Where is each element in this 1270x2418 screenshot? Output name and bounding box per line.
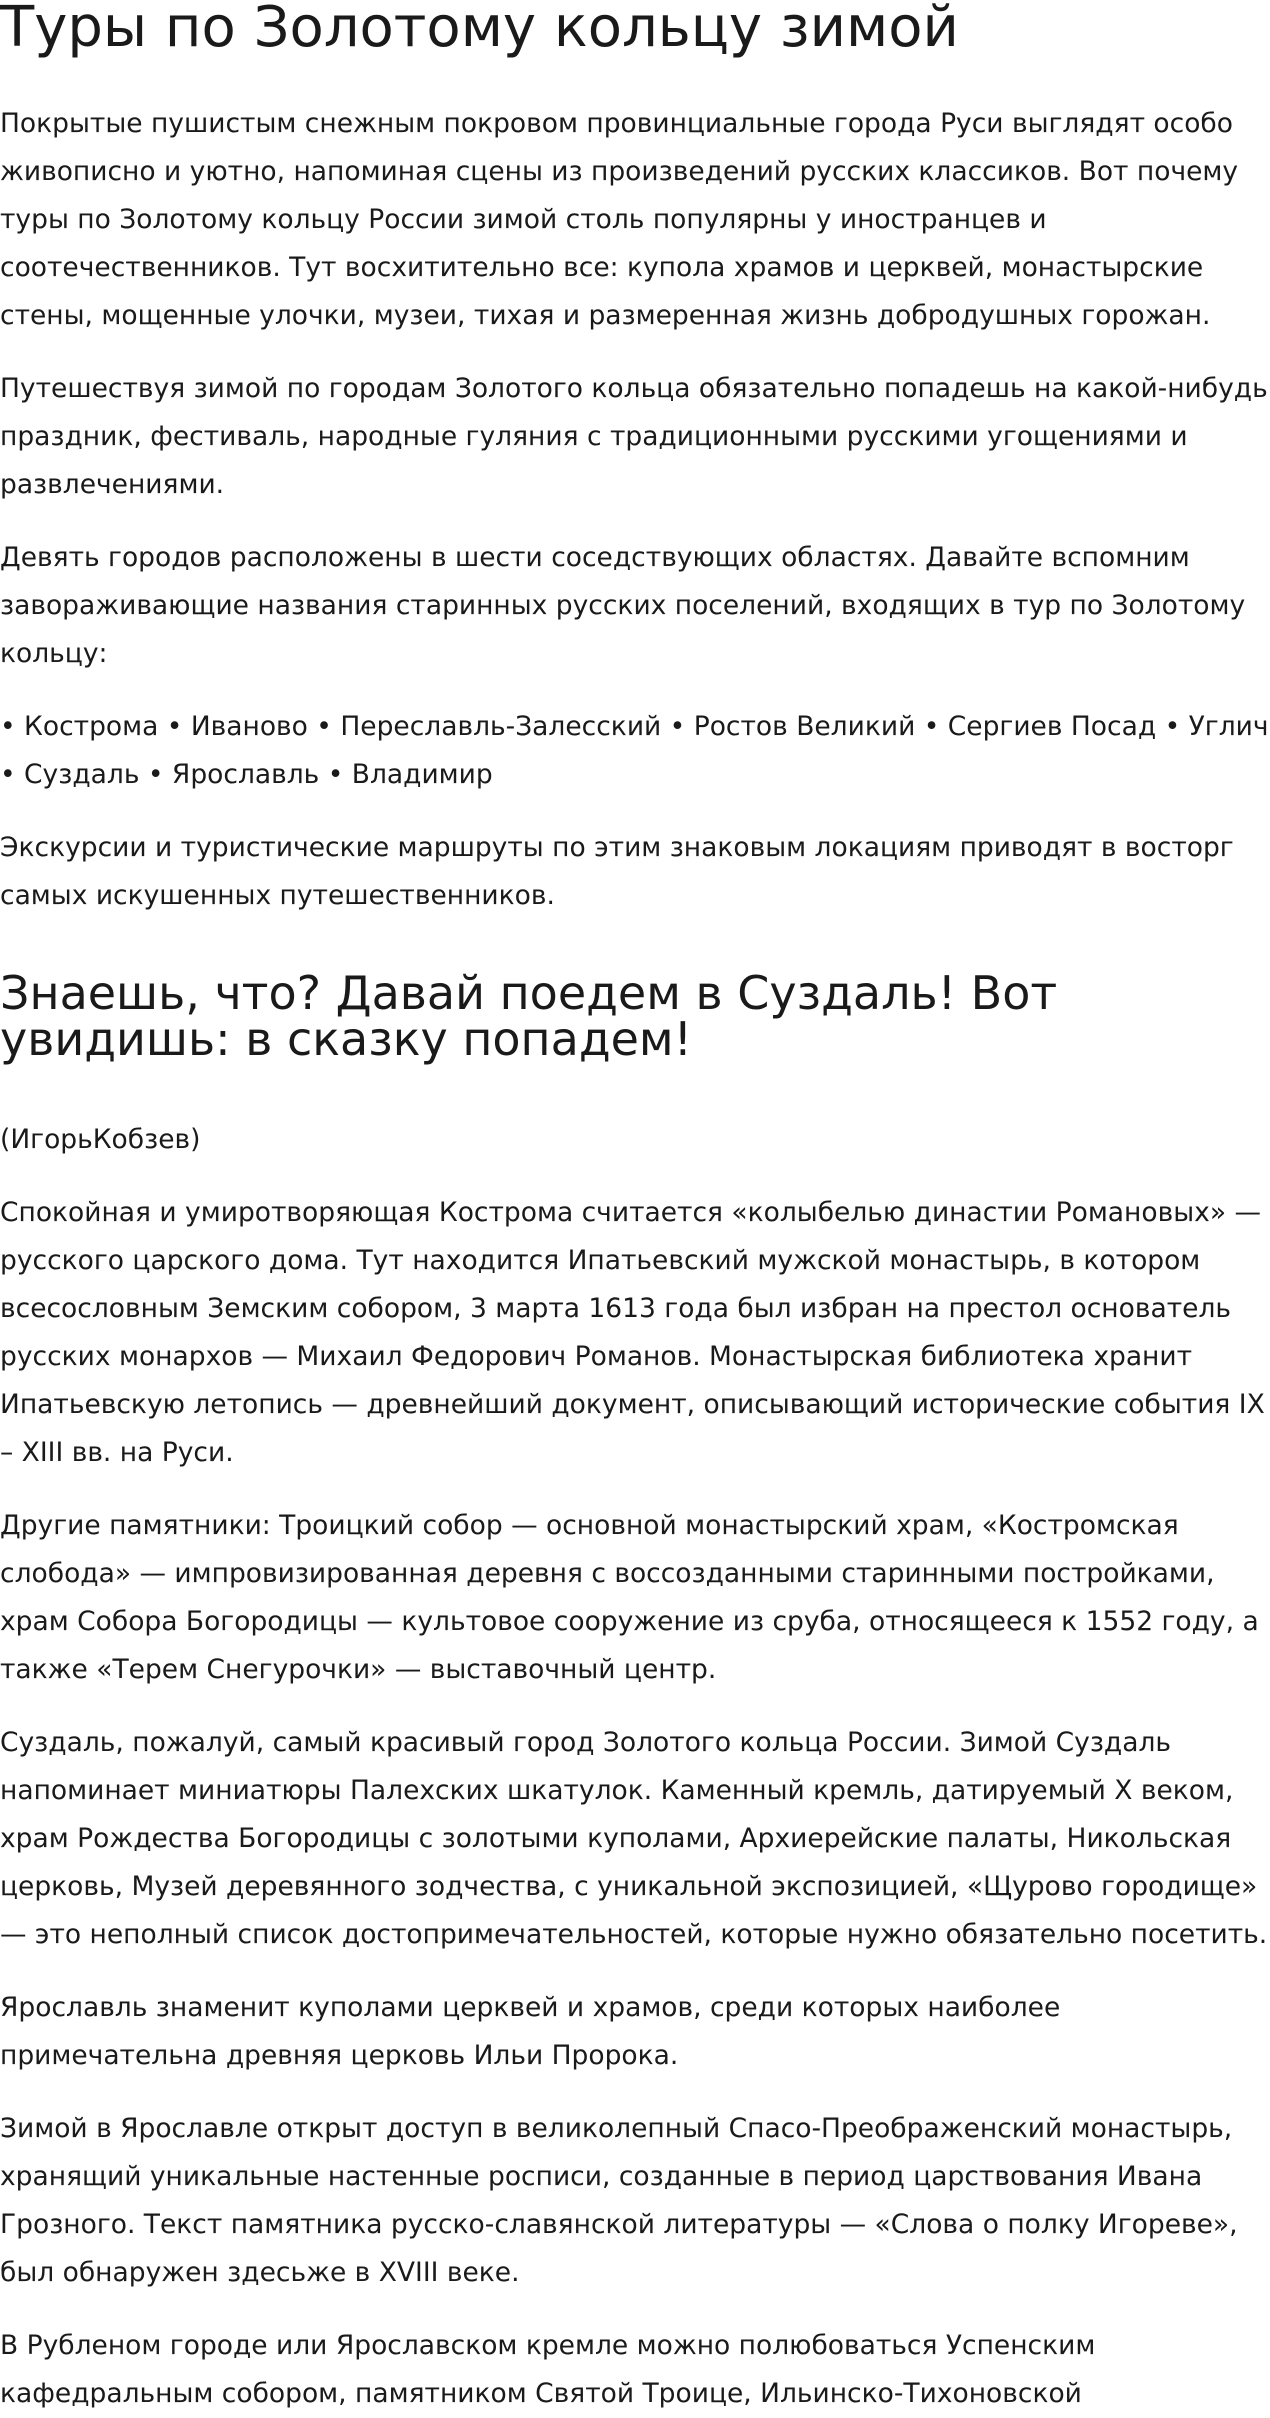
quote-heading: Знаешь, что? Давай поедем в Суздаль! Вот увидишь: в сказку попадем!	[0, 966, 1058, 1066]
cities-list: • Кострома • Иваново • Переславль-Залесский • Ростов Великий • Сергиев Посад • Углич • Суздаль • Ярославль • Владимир	[0, 711, 1269, 790]
paragraph-excursions: Экскурсии и туристические маршруты по этим знаковым локациям приводят в восторг самых искушенных путешественников.	[0, 832, 1234, 911]
page-title: Туры по Золотому кольцу зимой	[0, 0, 959, 60]
paragraph-yaroslavl: Ярославль знаменит куполами церквей и храмов, среди которых наиболее примечательна древняя церковь Ильи Пророка.	[0, 1992, 1061, 2071]
paragraph-yaroslavl-monastery: Зимой в Ярославле открыт доступ в великолепный Спасо-Преображенский монастырь, хранящий уникальные настенные росписи, созданные в период царствования Ивана Грозного. Текст памятника русско-славянской литературы — «Слова о полку Игореве», был обнаружен здесьже в XVIII веке.	[0, 2113, 1238, 2288]
paragraph-holidays: Путешествуя зимой по городам Золотого кольца обязательно попадешь на какой-нибудь праздник, фестиваль, народные гуляния с традиционными русскими угощениями и развлечениями.	[0, 373, 1268, 500]
paragraph-kostroma-monuments: Другие памятники: Троицкий собор — основной монастырский храм, «Костромская слобода» — импровизированная деревня с воссозданными старинными постройками, храм Собора Богородицы — культовое сооружение из сруба, относящееся к 1552 году, а также «Терем Снегурочки» — выставочный центр.	[0, 1510, 1259, 1685]
paragraph-intro: Покрытые пушистым снежным покровом провинциальные города Руси выглядят особо живописно и уютно, напоминая сцены из произведений русских классиков. Вот почему туры по Золотому кольцу России зимой столь популярны у иностранцев и соотечественников. Тут восхитительно все: купола храмов и церквей, монастырские стены, мощенные улочки, музеи, тихая и размеренная жизнь добродушных горожан.	[0, 108, 1239, 331]
paragraph-yaroslavl-kremlin: В Рубленом городе или Ярославском кремле можно полюбоваться Успенским кафедральным собором, памятником Святой Троице, Ильинско-Тихоновской	[0, 2330, 1096, 2409]
paragraph-cities-intro: Девять городов расположены в шести соседствующих областях. Давайте вспомним завораживающие названия старинных русских поселений, входящих в тур по Золотому кольцу:	[0, 542, 1246, 669]
paragraph-kostroma: Спокойная и умиротворяющая Кострома считается «колыбелью династии Романовых» — русского царского дома. Тут находится Ипатьевский мужской монастырь, в котором всесословным Земским собором, 3 марта 1613 года был избран на престол основатель русских монархов — Михаил Федорович Романов. Монастырская библиотека хранит Ипатьевскую летопись — древнейший документ, описывающий исторические события IX – XIII вв. на Руси.	[0, 1197, 1265, 1468]
paragraph-suzdal: Суздаль, пожалуй, самый красивый город Золотого кольца России. Зимой Суздаль напоминает миниатюры Палехских шкатулок. Каменный кремль, датируемый X веком, храм Рождества Богородицы с золотыми куполами, Архиерейские палаты, Никольская церковь, Музей деревянного зодчества, с уникальной экспозицией, «Щурово городище» — это неполный список достопримечательностей, которые нужно обязательно посетить.	[0, 1727, 1268, 1950]
quote-author: (ИгорьКобзев)	[0, 1124, 201, 1155]
